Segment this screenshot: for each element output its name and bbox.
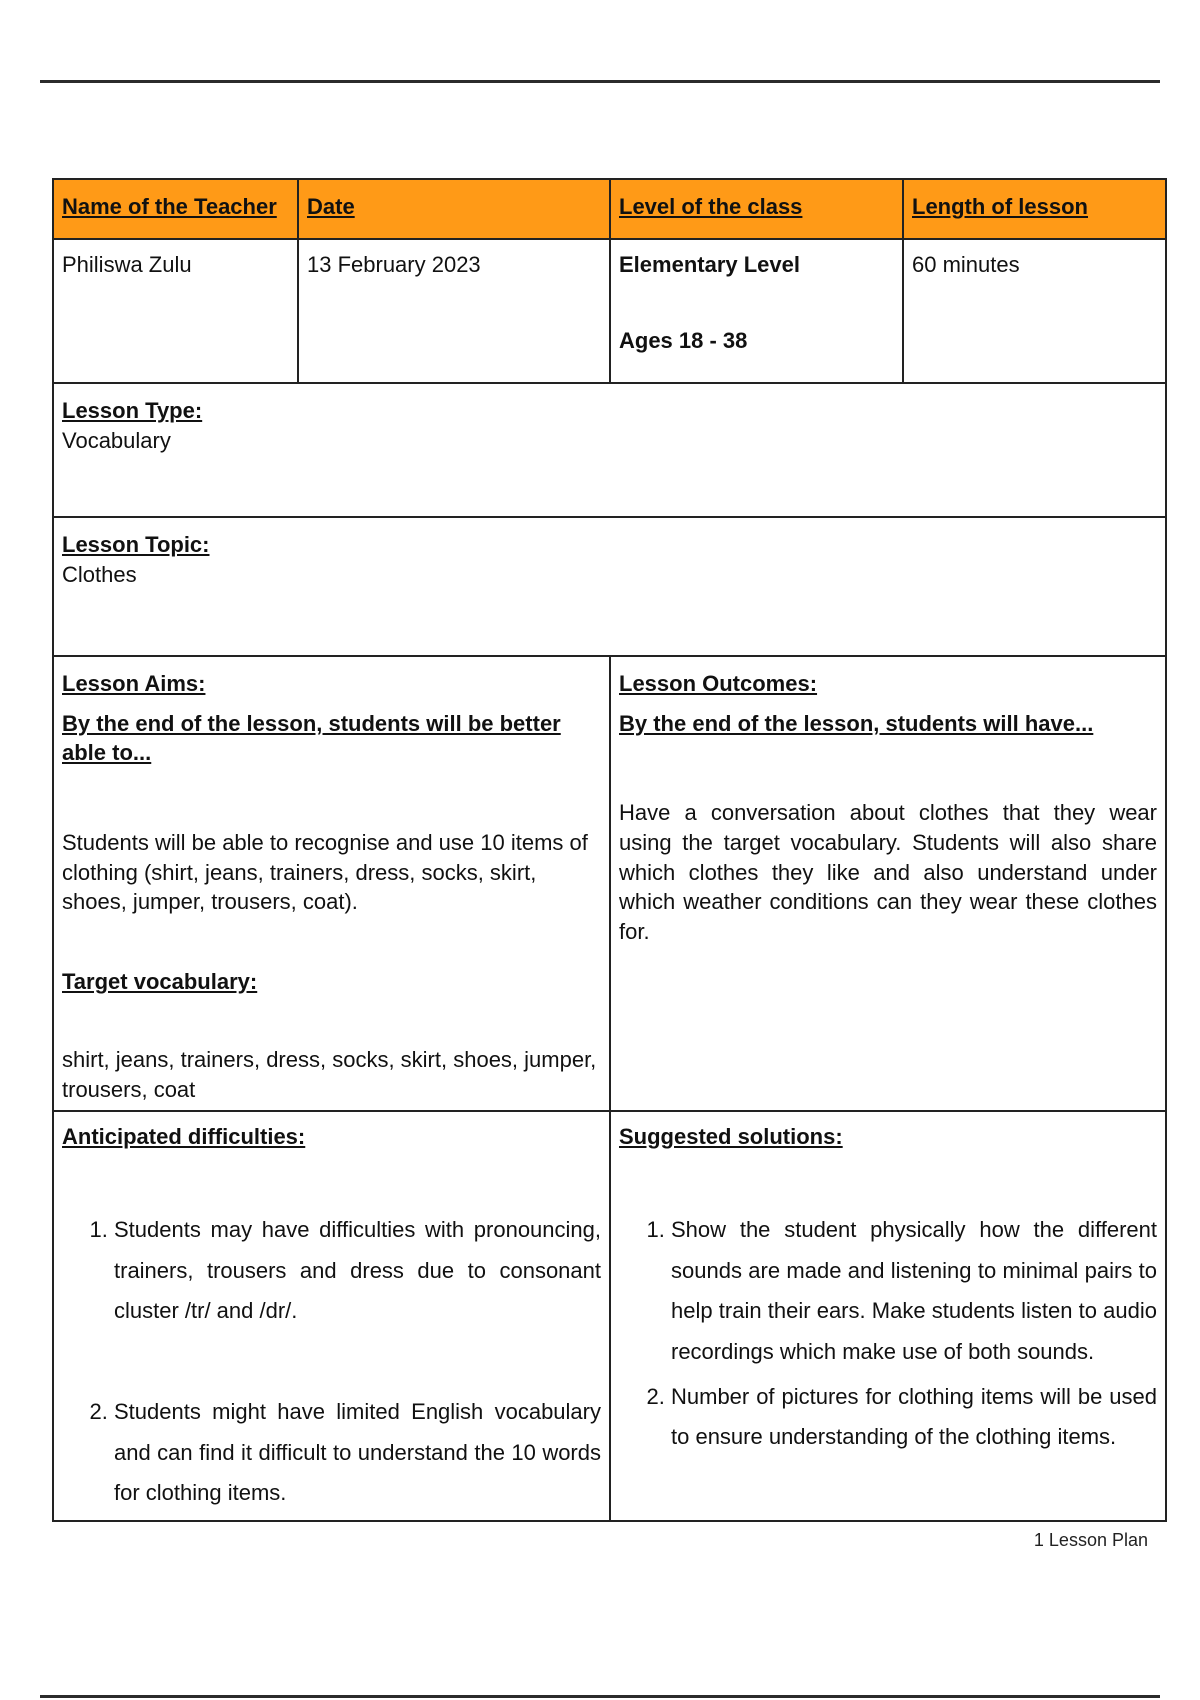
- solutions-list: [619, 1210, 1157, 1458]
- bottom-rule: [40, 1695, 1160, 1698]
- outcomes-cell: [610, 656, 1166, 1111]
- teacher-header-cell: [53, 179, 298, 239]
- solution-item: 2. Number of pictures for clothing items will be used to ensure understanding of the clothing items.: [671, 1377, 1157, 1458]
- level-cell: [610, 239, 903, 383]
- difficulty-item: 1. Students may have difficulties with pronouncing, trainers, trousers and dress due to consonant cluster /tr/ and /dr/.: [114, 1210, 601, 1332]
- outcomes-body: Have a conversation about clothes that they wear using the target vocabulary. Students will also share which clothes they like and also understand under which weather conditions can they wear these clothes for.: [619, 800, 1157, 945]
- length-header-cell: [903, 179, 1166, 239]
- length-header: Length of lesson: [912, 194, 1088, 219]
- difficulties-label: Anticipated difficulties:: [62, 1124, 306, 1150]
- lesson-topic-label: Lesson Topic:: [62, 532, 210, 557]
- difficulties-cell: [53, 1111, 610, 1521]
- header-row: [53, 179, 1166, 239]
- aims-subtitle: By the end of the lesson, students will be better able to...: [62, 710, 561, 766]
- lesson-type-value: Vocabulary: [62, 427, 171, 453]
- date-header: Date: [307, 194, 355, 219]
- lesson-topic-cell: [53, 517, 1166, 656]
- solutions-label: Suggested solutions:: [619, 1124, 843, 1150]
- date-header-cell: [298, 179, 610, 239]
- target-vocabulary-value: shirt, jeans, trainers, dress, socks, skirt, shoes, jumper, trousers, coat: [62, 1046, 597, 1102]
- level-header: Level of the class: [619, 194, 803, 219]
- lesson-topic-value: Clothes: [62, 561, 137, 587]
- solutions-cell: [610, 1111, 1166, 1521]
- solution-item: 1. Show the student physically how the different sounds are made and listening to minimal pairs to help train their ears. Make students listen to audio recordings which make use of both sounds.: [671, 1210, 1157, 1373]
- teacher-header: Name of the Teacher: [62, 194, 277, 219]
- target-vocabulary-label: Target vocabulary:: [62, 969, 258, 995]
- difficulties-row: [53, 1111, 1166, 1521]
- lesson-topic-row: [53, 517, 1166, 656]
- page-footer-label: 1 Lesson Plan: [1033, 1530, 1148, 1550]
- difficulties-list: [62, 1210, 601, 1514]
- difficulty-item: 2. Students might have limited English vocabulary and can find it difficult to understand the 10 words for clothing items.: [114, 1392, 601, 1514]
- aims-cell: [53, 656, 610, 1111]
- aims-label: Lesson Aims:: [62, 671, 206, 696]
- class-ages: Ages 18 - 38: [619, 327, 748, 353]
- lesson-length: 60 minutes: [912, 252, 1020, 277]
- level-header-cell: [610, 179, 903, 239]
- length-cell: [903, 239, 1166, 383]
- outcomes-subtitle: By the end of the lesson, students will have...: [619, 710, 1094, 736]
- date-cell: [298, 239, 610, 383]
- class-level: Elementary Level: [619, 252, 800, 277]
- top-rule: [40, 80, 1160, 83]
- aims-body: Students will be able to recognise and use 10 items of clothing (shirt, jeans, trainers, dress, socks, skirt, shoes, jumper, trousers, coat).: [62, 830, 588, 915]
- lesson-type-label: Lesson Type:: [62, 398, 203, 423]
- teacher-cell: [53, 239, 298, 383]
- teacher-name: Philiswa Zulu: [62, 252, 192, 277]
- aims-row: [53, 656, 1166, 1111]
- lesson-plan-table: [52, 178, 1167, 1522]
- lesson-date: 13 February 2023: [307, 252, 481, 277]
- lesson-type-row: [53, 383, 1166, 517]
- info-row: [53, 239, 1166, 383]
- outcomes-label: Lesson Outcomes:: [619, 671, 818, 696]
- lesson-type-cell: [53, 383, 1166, 517]
